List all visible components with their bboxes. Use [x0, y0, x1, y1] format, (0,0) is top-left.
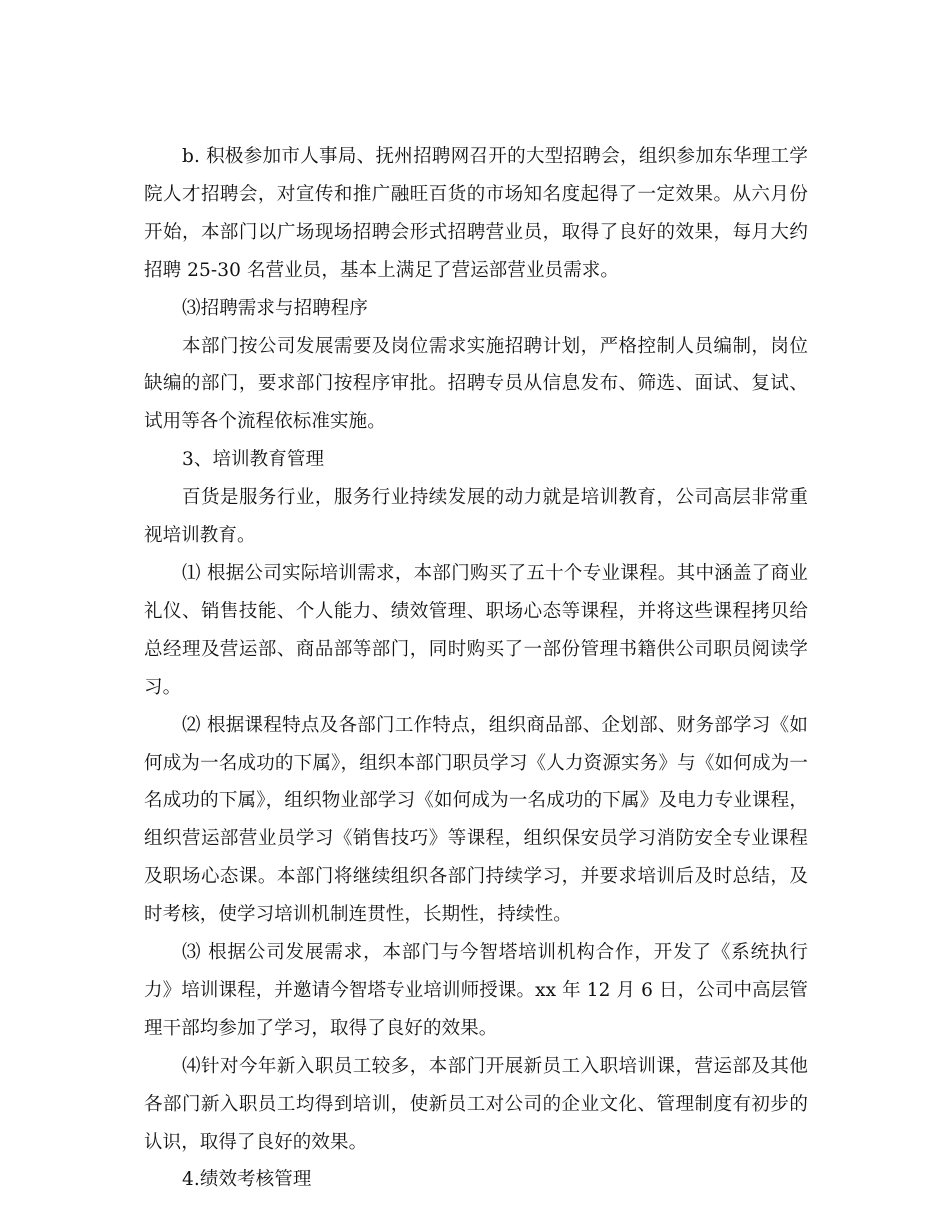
paragraph-training-organization: ⑵ 根据课程特点及各部门工作特点，组织商品部、企划部、财务部学习《如何成为一名成功的下属》，组织本部门职员学习《人力资源实务》与《如何成为一名成功的下属》，组织物业部学习《如何成为一名成功的下属》及电力专业课程，组织营运部营业员学习《销售技巧》等课程，组织保安员学习消防安全专业课程及职场心态课。本部门将继续组织各部门持续学习，并要求培训后及时总结，及时考核，使学习培训机制连贯性，长期性，持续性。 [144, 714, 808, 926]
paragraph-training-courses: ⑴ 根据公司实际培训需求，本部门购买了五十个专业课程。其中涵盖了商业礼仪、销售技能、个人能力、绩效管理、职场心态等课程，并将这些课程拷贝给总经理及营运部、商品部等部门，同时购买了一部份管理书籍供公司职员阅读学习。 [144, 562, 808, 698]
section-heading-training: 3、培训教育管理 [182, 449, 325, 471]
paragraph-recruitment-plan: 本部门按公司发展需要及岗位需求实施招聘计划，严格控制人员编制，岗位缺编的部门，要求部门按程序审批。招聘专员从信息发布、筛选、面试、复试、试用等各个流程依标准实施。 [144, 335, 808, 433]
paragraph-execution-course: ⑶ 根据公司发展需求，本部门与今智塔培训机构合作，开发了《系统执行力》培训课程，并邀请今智塔专业培训师授课。xx 年 12 月 6 日，公司中高层管理干部均参加了学习，取得了良好的效果。 [144, 942, 808, 1039]
section-heading-performance: 4.绩效考核管理 [182, 1169, 312, 1191]
paragraph-recruitment-fairs: b. 积极参加市人事局、抚州招聘网召开的大型招聘会，组织参加东华理工学院人才招聘会，对宣传和推广融旺百货的市场知名度起得了一定效果。从六月份开始，本部门以广场现场招聘会形式招聘营业员，取得了良好的效果，每月大约招聘 25-30 名营业员，基本上满足了营运部营业员需求。 [144, 146, 808, 281]
subheading-recruitment-procedure: ⑶招聘需求与招聘程序 [182, 297, 369, 319]
document-body [144, 138, 808, 1199]
paragraph-training-intro: 百货是服务行业，服务行业持续发展的动力就是培训教育，公司高层非常重视培训教育。 [144, 487, 808, 547]
paragraph-new-employee-training: ⑷针对今年新入职员工较多，本部门开展新员工入职培训课，营运部及其他各部门新入职员工均得到培训，使新员工对公司的企业文化、管理制度有初步的认识，取得了良好的效果。 [144, 1055, 808, 1153]
